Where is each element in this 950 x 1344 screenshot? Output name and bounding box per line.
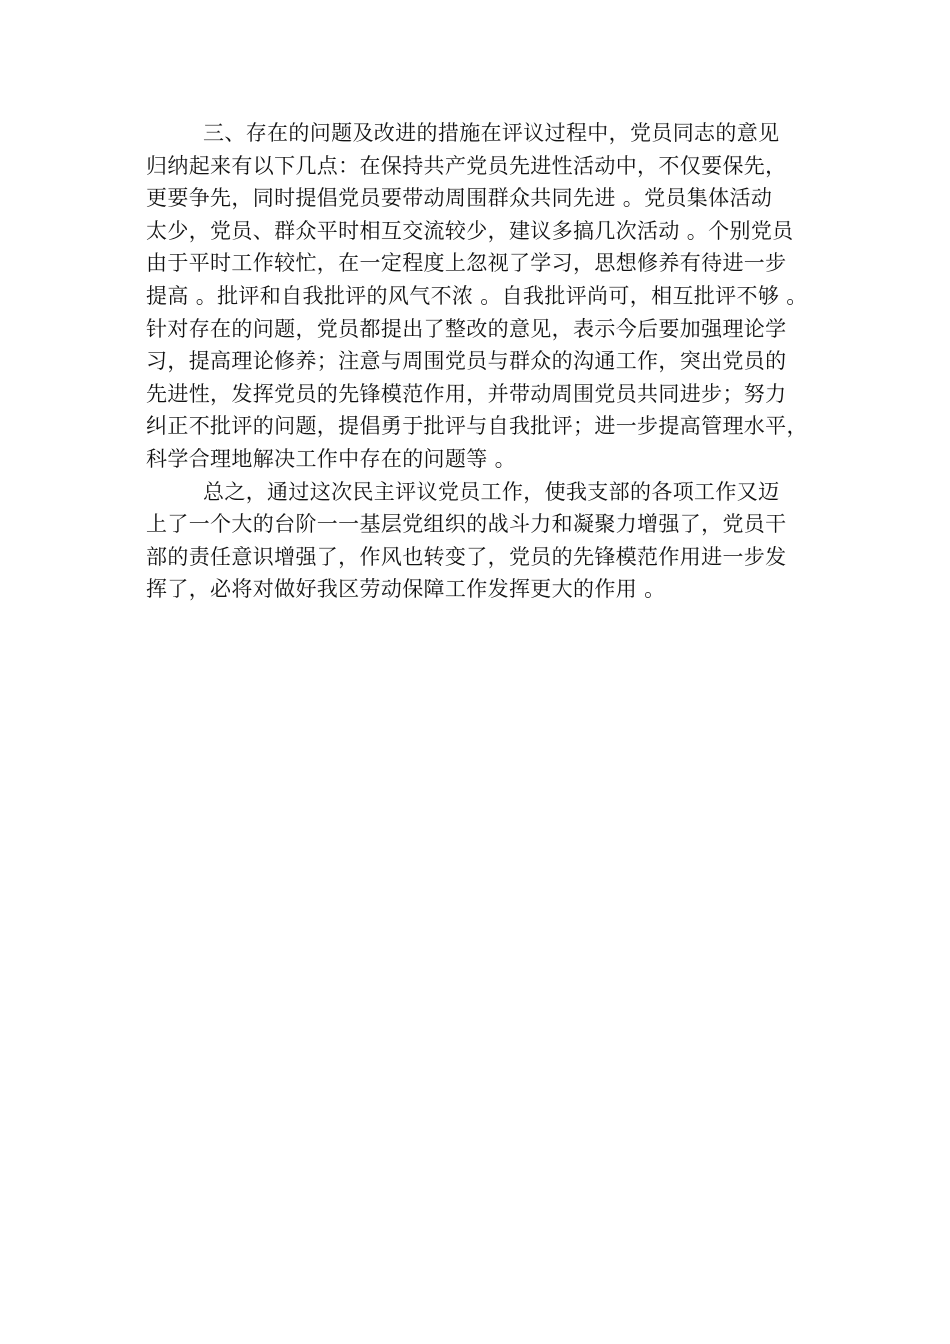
paragraph-line: 纠正不批评的问题，提倡勇于批评与自我批评；进一步提高管理水平， — [146, 414, 808, 439]
paragraph-line: 由于平时工作较忙，在一定程度上忽视了学习，思想修养有待进一步 — [146, 251, 787, 276]
paragraph-line: 三、存在的问题及改进的措施在评议过程中，党员同志的意见 — [203, 121, 780, 145]
paragraph-line: 部的责任意识增强了，作风也转变了，党员的先锋模范作用进一步发 — [146, 544, 787, 569]
paragraph-line: 针对存在的问题，党员都提出了整改的意见，表示今后要加强理论学 — [146, 316, 787, 341]
paragraph-line: 更要争先，同时提倡党员要带动周围群众共同先进 。党员集体活动 — [146, 186, 773, 211]
paragraph-line: 挥了，必将对做好我区劳动保障工作发挥更大的作用 。 — [146, 577, 666, 602]
paragraph-problems-and-measures — [146, 117, 810, 476]
paragraph-line: 先进性，发挥党员的先锋模范作用，并带动周围党员共同进步；努力 — [146, 381, 787, 406]
document-body — [146, 117, 810, 606]
paragraph-line: 总之，通过这次民主评议党员工作，使我支部的各项工作又迈 — [203, 479, 780, 504]
paragraph-line: 归纳起来有以下几点：在保持共产党员先进性活动中，不仅要保先， — [146, 153, 787, 178]
paragraph-line: 习，提高理论修养；注意与周围党员与群众的沟通工作，突出党员的 — [146, 349, 787, 374]
paragraph-conclusion — [146, 476, 810, 606]
paragraph-line: 科学合理地解决工作中存在的问题等 。 — [146, 446, 516, 471]
paragraph-line: 太少，党员、群众平时相互交流较少，建议多搞几次活动 。个别党员 — [146, 218, 794, 243]
paragraph-line: 提高 。批评和自我批评的风气不浓 。自我批评尚可，相互批评不够 。 — [146, 283, 808, 308]
paragraph-line: 上了一个大的台阶一一基层党组织的战斗力和凝聚力增强了，党员干 — [146, 512, 787, 537]
